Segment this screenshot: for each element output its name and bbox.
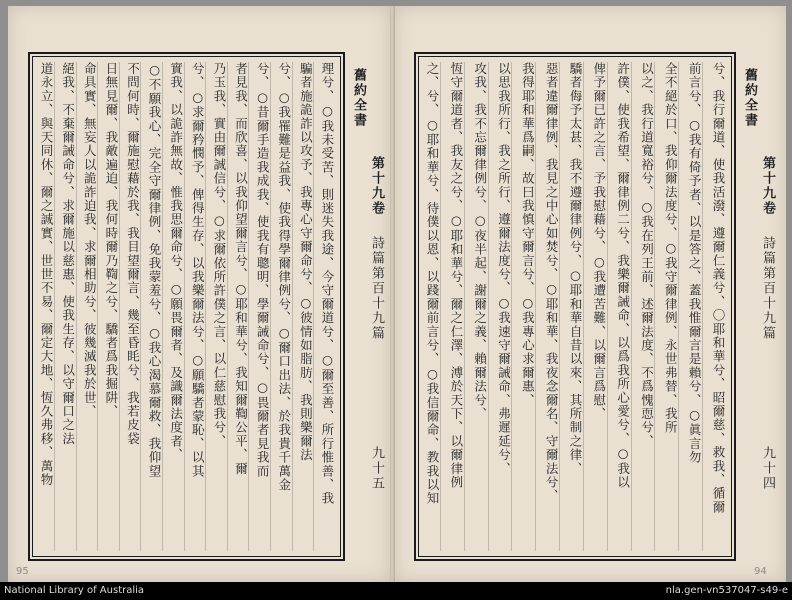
text-column: 乃玉我、實由爾誠信兮、○求爾依所許僕之言、以仁慈慰我兮、 xyxy=(211,62,228,551)
left-page xyxy=(8,6,390,582)
text-column: 道永立、與天同休、爾之誠實、世世不易、爾定大地、恆久弗移、萬物 xyxy=(38,62,55,551)
text-columns xyxy=(38,62,335,551)
text-column: 恆守爾道者、我友之兮、○耶和華兮、爾之仁澤、溥於天下、以爾律例 xyxy=(448,62,465,551)
pencil-page-mark: 94 xyxy=(754,566,767,577)
running-head-book-title: 舊約全書 xyxy=(742,68,757,128)
text-columns xyxy=(424,62,726,551)
text-column: 不問何時、爾施慰藉於我、我目望爾言、幾至昏眊兮、我若皮袋 xyxy=(124,62,141,551)
text-column: 實我、以詭詐無故、惟我思爾命兮、○願畏爾者、及識爾法度者、 xyxy=(168,62,185,551)
page-number: 九十四 xyxy=(760,446,775,491)
text-column: 命具實、無妄人以詭詐迫我、求爾相助兮、彼幾滅我於世、 xyxy=(81,62,98,551)
text-column: 兮、我行爾道、使我活潑、遵爾仁義兮、〇耶和華兮、昭爾慈、救我、循爾 xyxy=(710,62,726,515)
text-column: 前言兮、○我有倚予者、以是答之、蓋我惟爾言是賴兮、○眞言勿 xyxy=(686,62,703,551)
text-frame xyxy=(414,52,736,561)
text-frame xyxy=(28,52,345,561)
text-column: 騙者施詭詐以攻予、我專心守爾命兮、○彼情如脂肪、我則樂爾法 xyxy=(297,62,314,551)
running-head-section: 詩篇第百十九篇 xyxy=(760,236,775,341)
page-number: 九十五 xyxy=(369,446,384,491)
text-column: 俾予爾已許之言、予我慰藉兮、○我遭苦難、以爾言爲慰、 xyxy=(591,62,608,551)
right-page xyxy=(394,6,786,582)
text-column: 全不絕於口、我仰爾法度兮、○我守爾律例、永世弗替、我所 xyxy=(662,62,679,551)
viewer-footer xyxy=(0,582,792,600)
item-identifier: nla.gen-vn537047-s49-e xyxy=(665,585,788,596)
library-credit: National Library of Australia xyxy=(4,585,145,596)
text-column: 之、兮、○耶和華兮、待僕以恩、以踐爾前言兮、○我信爾命、教我以知 xyxy=(424,62,441,551)
text-column: 兮、○昔爾手造我成我、使我有聰明、學爾誡命兮、○畏爾者見我而 xyxy=(254,62,271,551)
text-column: 攻我、我不忘爾律例兮、○夜半起、謝爾之義、賴爾法兮、 xyxy=(472,62,489,551)
text-column: 我得耶和華爲嗣、故曰我慎守爾言兮、○我專心求爾惠、 xyxy=(519,62,536,551)
text-column: 以之、我行道寬裕兮、○我在列王前、述爾法度、不爲愧恧兮、 xyxy=(638,62,655,551)
text-column: ○不願我心、完全守爾律例、免我蒙羞兮、○我心渴慕爾救、我仰望 xyxy=(146,62,163,551)
text-column: 理兮、○我未受苦、則迷失我途、今守爾道兮、○爾至善、所行惟善、我 xyxy=(319,62,335,506)
text-column: 者見我、而欣喜、以我仰望爾言兮、○耶和華兮、我知爾鞫公平、爾 xyxy=(232,62,249,551)
text-column: 惡者違爾律例、我見之中心如焚兮、○耶和華、我夜念爾名、守爾法兮、 xyxy=(543,62,560,551)
text-column: 日無見爾、我敵遍迫、我何時爾乃鞫之兮、驕者爲我掘阱、 xyxy=(103,62,120,551)
text-column: 兮、○求爾矜憫予、俾得生存、以我樂爾法兮、○願驕者蒙恥、以其 xyxy=(189,62,206,551)
running-head-section: 詩篇第百十九篇 xyxy=(369,236,384,341)
pencil-page-mark: 95 xyxy=(16,566,29,577)
text-column: 驕者侮予太甚、我不遵爾律例兮、○耶和華自昔以來、其所制之律、 xyxy=(567,62,584,551)
running-head-volume: 第十九卷 xyxy=(369,156,384,216)
text-column: 以思我所行、我之所行、遵爾法度兮、○我速守爾誡命、弗遲延兮、 xyxy=(495,62,512,551)
text-column: 絕我、不棄爾誡命兮、求爾施以慈惠、使我生存、以守爾口之法 xyxy=(60,62,77,551)
running-head-book-title: 舊約全書 xyxy=(351,68,366,128)
running-head-volume: 第十九卷 xyxy=(760,156,775,216)
text-column: 許僕、使我希望、爾律例二兮、我樂爾誡命、以爲我所心愛兮、○我以 xyxy=(615,62,632,551)
text-column: 兮、○我罹難是益我、使我得學爾律例兮、○爾口出法、於我貴千萬金 xyxy=(276,62,293,551)
